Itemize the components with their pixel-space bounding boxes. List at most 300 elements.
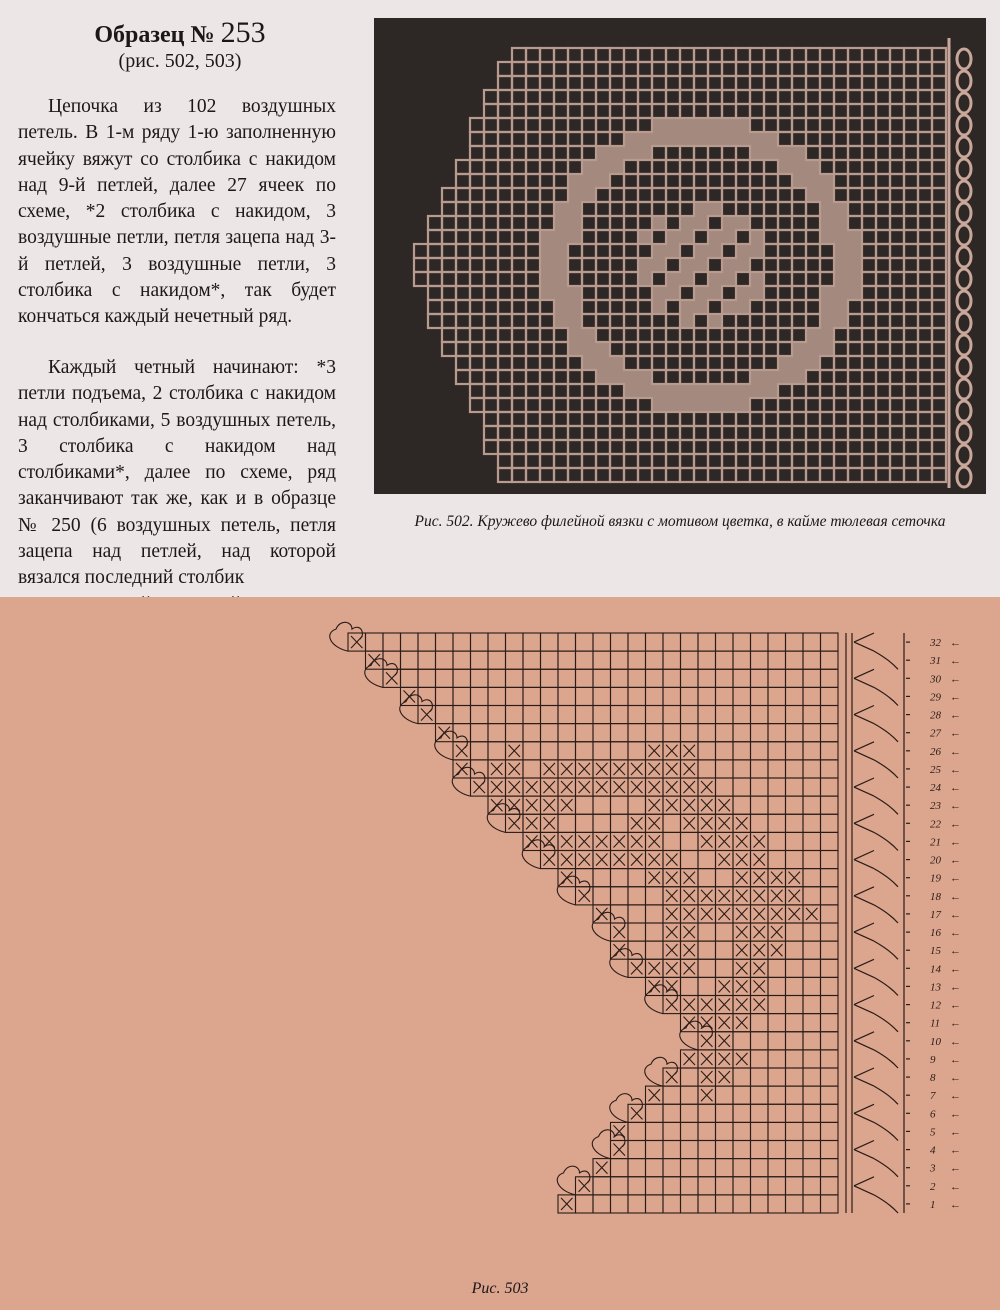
- lace-open-mesh: [722, 202, 736, 216]
- lace-open-mesh: [526, 104, 540, 118]
- lace-filled-block: [820, 202, 834, 216]
- chart-row-arrow: ←: [950, 1162, 961, 1175]
- lace-open-mesh: [498, 468, 512, 482]
- lace-filled-block: [666, 384, 680, 398]
- lace-open-mesh: [526, 398, 540, 412]
- chart-row-number: 22: [930, 818, 941, 831]
- lace-open-mesh: [694, 174, 708, 188]
- lace-filled-block: [694, 258, 708, 272]
- lace-open-mesh: [820, 370, 834, 384]
- lace-open-mesh: [918, 230, 932, 244]
- lace-open-mesh: [540, 160, 554, 174]
- lace-filled-block: [764, 146, 778, 160]
- lace-open-mesh: [512, 188, 526, 202]
- lace-filled-block: [680, 398, 694, 412]
- chart-cell: [821, 1068, 839, 1086]
- chart-cell: [786, 1122, 804, 1140]
- lace-filled-block: [722, 398, 736, 412]
- lace-filled-block: [554, 202, 568, 216]
- lace-open-mesh: [540, 314, 554, 328]
- lace-open-mesh: [890, 440, 904, 454]
- chart-cell: [768, 633, 786, 651]
- lace-open-mesh: [512, 48, 526, 62]
- lace-open-mesh: [554, 90, 568, 104]
- chart-cell: [663, 1086, 681, 1104]
- chart-filled-mark: [649, 962, 661, 974]
- lace-open-mesh: [540, 174, 554, 188]
- lace-open-mesh: [890, 342, 904, 356]
- lace-open-mesh: [764, 118, 778, 132]
- lace-open-mesh: [918, 454, 932, 468]
- lace-open-mesh: [498, 272, 512, 286]
- lace-open-mesh: [498, 426, 512, 440]
- chart-cell: [803, 996, 821, 1014]
- chart-cell: [733, 760, 751, 778]
- lace-open-mesh: [498, 62, 512, 76]
- lace-open-mesh: [680, 370, 694, 384]
- chart-row-number: 3: [930, 1162, 936, 1175]
- lace-open-mesh: [834, 76, 848, 90]
- lace-filled-block: [750, 384, 764, 398]
- lace-open-mesh: [932, 384, 946, 398]
- lace-open-mesh: [554, 104, 568, 118]
- lace-open-mesh: [932, 160, 946, 174]
- chart-cell: [768, 651, 786, 669]
- chart-filled-mark: [456, 763, 468, 775]
- lace-open-mesh: [484, 258, 498, 272]
- chart-filled-mark: [666, 745, 678, 757]
- lace-open-mesh: [596, 314, 610, 328]
- lace-open-mesh: [876, 426, 890, 440]
- lace-open-mesh: [610, 76, 624, 90]
- lace-open-mesh: [694, 412, 708, 426]
- chart-cell: [716, 1159, 734, 1177]
- chart-filled-mark: [596, 835, 608, 847]
- chart-cell: [803, 1141, 821, 1159]
- lace-open-mesh: [680, 426, 694, 440]
- lace-open-mesh: [512, 216, 526, 230]
- chart-cell: [786, 687, 804, 705]
- chart-filled-mark: [771, 926, 783, 938]
- lace-open-mesh: [708, 454, 722, 468]
- chart-cell: [611, 887, 629, 905]
- chart-cell: [751, 796, 769, 814]
- chart-cell: [751, 1195, 769, 1213]
- lace-open-mesh: [498, 300, 512, 314]
- chart-cell: [821, 1086, 839, 1104]
- chart-cell: [768, 851, 786, 869]
- chart-cell: [733, 687, 751, 705]
- lace-open-mesh: [792, 468, 806, 482]
- lace-filled-block: [554, 286, 568, 300]
- chart-filled-mark: [789, 890, 801, 902]
- lace-open-mesh: [638, 174, 652, 188]
- lace-open-mesh: [554, 356, 568, 370]
- lace-open-mesh: [862, 258, 876, 272]
- lace-open-mesh: [918, 314, 932, 328]
- chart-row-arrow: ←: [950, 854, 961, 867]
- lace-open-mesh: [596, 76, 610, 90]
- lace-open-mesh: [876, 328, 890, 342]
- border-chevron: [854, 1032, 874, 1050]
- lace-open-mesh: [540, 426, 554, 440]
- lace-open-mesh: [582, 62, 596, 76]
- lace-open-mesh: [596, 286, 610, 300]
- chart-cell: [681, 1068, 699, 1086]
- chart-cell: [611, 814, 629, 832]
- chart-cell: [646, 651, 664, 669]
- lace-filled-block: [820, 216, 834, 230]
- lace-open-mesh: [932, 314, 946, 328]
- lace-open-mesh: [498, 384, 512, 398]
- lace-open-mesh: [848, 174, 862, 188]
- chart-cell: [733, 1177, 751, 1195]
- chart-cell: [628, 941, 646, 959]
- chart-row-arrow: ←: [950, 709, 961, 722]
- photo-caption: Рис. 502. Кружево филейной вязки с мотивом цветка, в кайме тюлевая сеточка: [414, 513, 946, 530]
- lace-open-mesh: [512, 356, 526, 370]
- lace-filled-block: [764, 384, 778, 398]
- lace-filled-block: [708, 132, 722, 146]
- chart-filled-mark: [684, 999, 696, 1011]
- chart-cell: [786, 923, 804, 941]
- chart-cell: [471, 633, 489, 651]
- chart-cell: [663, 669, 681, 687]
- lace-open-mesh: [876, 132, 890, 146]
- lace-open-mesh: [526, 468, 540, 482]
- chart-cell: [733, 1159, 751, 1177]
- lace-open-mesh: [904, 314, 918, 328]
- lace-open-mesh: [680, 286, 694, 300]
- lace-open-mesh: [778, 230, 792, 244]
- chart-cell: [698, 669, 716, 687]
- chart-cell: [751, 1159, 769, 1177]
- chart-cell: [768, 1122, 786, 1140]
- chart-cell: [681, 633, 699, 651]
- lace-open-mesh: [666, 468, 680, 482]
- chart-cell: [716, 1177, 734, 1195]
- chart-filled-mark: [684, 745, 696, 757]
- lace-open-mesh: [666, 356, 680, 370]
- lace-open-mesh: [932, 258, 946, 272]
- chart-filled-mark: [754, 872, 766, 884]
- chart-cell: [733, 633, 751, 651]
- chart-row-number: 26: [930, 745, 941, 758]
- lace-open-mesh: [792, 286, 806, 300]
- chart-filled-mark: [701, 781, 713, 793]
- lace-open-mesh: [582, 202, 596, 216]
- chart-scallop: [487, 804, 520, 833]
- lace-open-mesh: [484, 216, 498, 230]
- lace-open-mesh: [596, 398, 610, 412]
- lace-open-mesh: [540, 356, 554, 370]
- lace-open-mesh: [708, 356, 722, 370]
- lace-border-loop: [957, 71, 971, 91]
- lace-open-mesh: [652, 328, 666, 342]
- chart-cell: [646, 669, 664, 687]
- lace-border-loop: [957, 379, 971, 399]
- lace-open-mesh: [540, 440, 554, 454]
- chart-cell: [768, 1014, 786, 1032]
- lace-open-mesh: [442, 286, 456, 300]
- lace-open-mesh: [568, 160, 582, 174]
- lace-open-mesh: [778, 412, 792, 426]
- chart-cell: [628, 796, 646, 814]
- lace-filled-block: [610, 160, 624, 174]
- lace-open-mesh: [694, 76, 708, 90]
- chart-cell: [786, 1159, 804, 1177]
- lace-open-mesh: [498, 230, 512, 244]
- lace-open-mesh: [764, 342, 778, 356]
- lace-open-mesh: [806, 384, 820, 398]
- lace-open-mesh: [582, 48, 596, 62]
- lace-open-mesh: [694, 328, 708, 342]
- chart-cell: [576, 869, 594, 887]
- lace-filled-block: [568, 216, 582, 230]
- chart-filled-mark: [544, 817, 556, 829]
- lace-open-mesh: [862, 328, 876, 342]
- lace-filled-block: [638, 272, 652, 286]
- chart-row-number: 16: [930, 927, 941, 940]
- lace-open-mesh: [414, 258, 428, 272]
- chart-cell: [646, 1141, 664, 1159]
- lace-filled-block: [568, 188, 582, 202]
- lace-open-mesh: [680, 356, 694, 370]
- lace-open-mesh: [596, 188, 610, 202]
- lace-open-mesh: [778, 76, 792, 90]
- border-arc: [874, 1050, 898, 1068]
- lace-open-mesh: [722, 48, 736, 62]
- lace-open-mesh: [526, 90, 540, 104]
- lace-open-mesh: [848, 370, 862, 384]
- lace-open-mesh: [792, 272, 806, 286]
- lace-filled-block: [582, 160, 596, 174]
- lace-filled-block: [680, 272, 694, 286]
- lace-filled-block: [638, 230, 652, 244]
- chart-cell: [716, 923, 734, 941]
- lace-border-loop: [957, 445, 971, 465]
- chart-cell: [733, 651, 751, 669]
- lace-open-mesh: [498, 132, 512, 146]
- lace-filled-block: [848, 230, 862, 244]
- lace-open-mesh: [792, 440, 806, 454]
- chart-cell: [646, 923, 664, 941]
- lace-open-mesh: [680, 328, 694, 342]
- lace-open-mesh: [862, 216, 876, 230]
- lace-open-mesh: [904, 174, 918, 188]
- chart-cell: [401, 651, 419, 669]
- lace-open-mesh: [498, 90, 512, 104]
- lace-open-mesh: [512, 454, 526, 468]
- lace-open-mesh: [778, 216, 792, 230]
- lace-open-mesh: [540, 216, 554, 230]
- lace-open-mesh: [764, 104, 778, 118]
- chart-cell: [821, 1014, 839, 1032]
- lace-open-mesh: [652, 174, 666, 188]
- chart-cell: [523, 633, 541, 651]
- chart-cell: [506, 633, 524, 651]
- chart-cell: [768, 778, 786, 796]
- lace-open-mesh: [820, 272, 834, 286]
- chart-cell: [593, 706, 611, 724]
- lace-open-mesh: [694, 160, 708, 174]
- lace-open-mesh: [904, 370, 918, 384]
- lace-open-mesh: [722, 62, 736, 76]
- chart-row-arrow: ←: [950, 999, 961, 1012]
- lace-open-mesh: [498, 286, 512, 300]
- lace-open-mesh: [582, 454, 596, 468]
- lace-open-mesh: [498, 118, 512, 132]
- lace-open-mesh: [484, 230, 498, 244]
- chart-cell: [698, 724, 716, 742]
- chart-scallop: [592, 912, 625, 941]
- chart-cell: [803, 1014, 821, 1032]
- lace-open-mesh: [512, 104, 526, 118]
- chart-cell: [663, 1141, 681, 1159]
- lace-open-mesh: [666, 412, 680, 426]
- lace-open-mesh: [470, 216, 484, 230]
- chart-cell: [821, 687, 839, 705]
- chart-cell: [751, 1104, 769, 1122]
- chart-cell: [768, 1032, 786, 1050]
- lace-open-mesh: [918, 188, 932, 202]
- lace-open-mesh: [792, 384, 806, 398]
- lace-open-mesh: [596, 440, 610, 454]
- lace-open-mesh: [498, 202, 512, 216]
- lace-open-mesh: [610, 468, 624, 482]
- lace-open-mesh: [666, 426, 680, 440]
- chart-cell: [821, 1177, 839, 1195]
- lace-filled-block: [750, 272, 764, 286]
- chart-filled-mark: [509, 763, 521, 775]
- lace-open-mesh: [456, 188, 470, 202]
- lace-open-mesh: [722, 342, 736, 356]
- lace-open-mesh: [582, 314, 596, 328]
- lace-open-mesh: [764, 468, 778, 482]
- lace-border-loop: [957, 203, 971, 223]
- chart-cell: [698, 760, 716, 778]
- chart-cell: [646, 887, 664, 905]
- chart-cell: [558, 669, 576, 687]
- lace-open-mesh: [484, 104, 498, 118]
- lace-filled-block: [792, 174, 806, 188]
- chart-filled-mark: [771, 944, 783, 956]
- chart-filled-mark: [526, 781, 538, 793]
- lace-open-mesh: [610, 342, 624, 356]
- lace-open-mesh: [918, 342, 932, 356]
- lace-open-mesh: [624, 468, 638, 482]
- lace-open-mesh: [666, 300, 680, 314]
- chart-cell: [733, 1104, 751, 1122]
- lace-open-mesh: [890, 188, 904, 202]
- chart-row-number: 25: [930, 763, 941, 776]
- lace-open-mesh: [778, 188, 792, 202]
- lace-open-mesh: [904, 244, 918, 258]
- lace-open-mesh: [610, 272, 624, 286]
- lace-open-mesh: [820, 356, 834, 370]
- lace-open-mesh: [848, 104, 862, 118]
- lace-open-mesh: [582, 118, 596, 132]
- chart-filled-mark: [701, 999, 713, 1011]
- lace-open-mesh: [820, 244, 834, 258]
- chart-cell: [593, 814, 611, 832]
- lace-open-mesh: [918, 202, 932, 216]
- chart-cell: [681, 832, 699, 850]
- chart-cell: [768, 1086, 786, 1104]
- lace-open-mesh: [470, 160, 484, 174]
- lace-open-mesh: [834, 62, 848, 76]
- lace-open-mesh: [680, 342, 694, 356]
- chart-cell: [821, 669, 839, 687]
- lace-filled-block: [820, 174, 834, 188]
- lace-open-mesh: [834, 412, 848, 426]
- lace-open-mesh: [848, 454, 862, 468]
- lace-open-mesh: [862, 342, 876, 356]
- chart-cell: [418, 669, 436, 687]
- chart-cell: [611, 869, 629, 887]
- lace-open-mesh: [848, 440, 862, 454]
- lace-open-mesh: [554, 76, 568, 90]
- chart-filled-mark: [754, 962, 766, 974]
- chart-row-arrow: ←: [950, 1017, 961, 1030]
- lace-open-mesh: [750, 118, 764, 132]
- lace-filled-block: [652, 300, 666, 314]
- lace-open-mesh: [442, 342, 456, 356]
- chart-cell: [488, 669, 506, 687]
- lace-open-mesh: [582, 244, 596, 258]
- lace-open-mesh: [554, 384, 568, 398]
- lace-filled-block: [652, 244, 666, 258]
- chart-cell: [628, 669, 646, 687]
- lace-filled-block: [820, 342, 834, 356]
- lace-open-mesh: [652, 202, 666, 216]
- lace-open-mesh: [764, 314, 778, 328]
- border-chevron: [854, 1177, 874, 1195]
- chart-cell: [541, 706, 559, 724]
- chart-cell: [733, 778, 751, 796]
- lace-open-mesh: [540, 468, 554, 482]
- lace-open-mesh: [470, 258, 484, 272]
- lace-open-mesh: [918, 468, 932, 482]
- chart-filled-mark: [719, 980, 731, 992]
- lace-open-mesh: [876, 90, 890, 104]
- chart-cell: [646, 905, 664, 923]
- lace-border-loop: [957, 93, 971, 113]
- lace-open-mesh: [918, 370, 932, 384]
- lace-open-mesh: [722, 356, 736, 370]
- lace-filled-block: [806, 188, 820, 202]
- lace-filled-block: [680, 314, 694, 328]
- chart-filled-mark: [684, 890, 696, 902]
- lace-open-mesh: [862, 454, 876, 468]
- lace-open-mesh: [624, 118, 638, 132]
- lace-open-mesh: [456, 286, 470, 300]
- lace-open-mesh: [624, 76, 638, 90]
- chart-cell: [716, 760, 734, 778]
- lace-open-mesh: [512, 426, 526, 440]
- chart-row-arrow: ←: [950, 981, 961, 994]
- lace-open-mesh: [792, 104, 806, 118]
- lace-open-mesh: [918, 356, 932, 370]
- chart-cell: [751, 706, 769, 724]
- lace-open-mesh: [918, 174, 932, 188]
- chart-cell: [751, 1141, 769, 1159]
- lace-open-mesh: [526, 454, 540, 468]
- lace-open-mesh: [848, 202, 862, 216]
- lace-open-mesh: [904, 48, 918, 62]
- chart-cell: [803, 1086, 821, 1104]
- chart-cell: [681, 1122, 699, 1140]
